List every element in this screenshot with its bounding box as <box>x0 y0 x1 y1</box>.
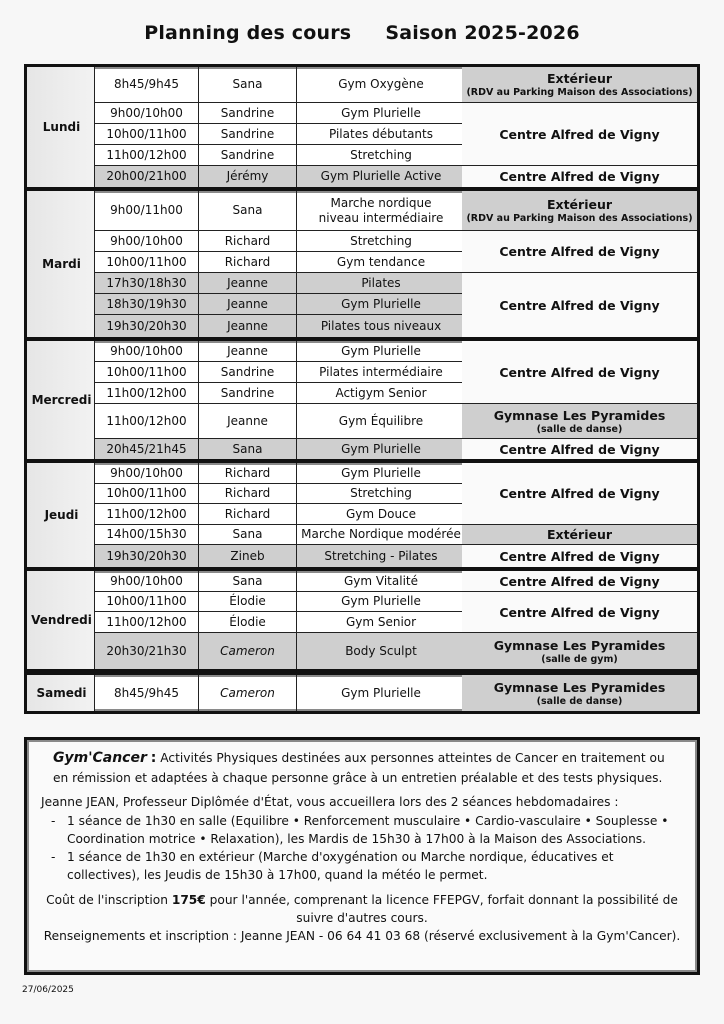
teacher-cell: Jeanne <box>199 273 297 294</box>
time-cell: 11h00/12h00 <box>95 404 199 439</box>
course-line: niveau intermédiaire <box>318 210 444 225</box>
session-item: - 1 séance de 1h30 en extérieur (Marche d'oxygénation ou Marche nordique, éducatives et collectives), les Jeudis de 15h30 à 17h00, quand la météo le permet. <box>41 848 683 885</box>
course-cell: Gym Plurielle <box>297 675 466 711</box>
time-cell: 9h00/10h00 <box>95 341 199 362</box>
teacher-cell: Jérémy <box>199 166 297 187</box>
teacher-cell: Sandrine <box>199 145 297 166</box>
day-label: Samedi <box>27 675 95 711</box>
location-name: Centre Alfred de Vigny <box>499 441 660 457</box>
session-list <box>41 812 683 885</box>
course-cell: Gym Oxygène <box>297 67 466 103</box>
course-cell: Gym Plurielle <box>297 341 466 362</box>
session-item: - 1 séance de 1h30 en salle (Equilibre • Renforcement musculaire • Cardio-vasculaire • Souplesse • Coordination motrice • Relaxation), les Mardis de 15h30 à 17h00 à la Maison des Associations. <box>41 812 683 849</box>
day-group-mercredi <box>24 338 700 462</box>
course-cell: Gym Équilibre <box>297 404 466 439</box>
location-name: Centre Alfred de Vigny <box>499 126 660 142</box>
title-text: Planning des cours <box>144 22 352 44</box>
course-cell: Gym Douce <box>297 504 466 525</box>
location-cell <box>462 273 697 337</box>
time-cell: 19h30/20h30 <box>95 545 199 567</box>
location-cell <box>462 633 697 669</box>
course-cell: Stretching <box>297 145 466 166</box>
location-name: Centre Alfred de Vigny <box>499 548 660 564</box>
teacher-cell: Sandrine <box>199 124 297 145</box>
location-name: Gymnase Les Pyramides <box>493 407 666 423</box>
contact-paragraph: Renseignements et inscription : Jeanne JEAN - 06 64 41 03 68 (réservé exclusivement à la Gym'Cancer). <box>43 929 681 944</box>
course-cell: Stretching - Pilates <box>297 545 466 567</box>
page-title <box>0 22 724 44</box>
time-cell: 18h30/19h30 <box>95 294 199 315</box>
teacher-cell: Sana <box>199 439 297 459</box>
course-cell: Stretching <box>297 231 466 252</box>
course-cell: Gym tendance <box>297 252 466 273</box>
time-cell: 9h00/10h00 <box>95 231 199 252</box>
teacher-cell: Jeanne <box>199 294 297 315</box>
teacher-cell: Sana <box>199 571 297 592</box>
location-sub: (RDV au Parking Maison des Associations) <box>466 213 693 224</box>
time-cell: 10h00/11h00 <box>95 484 199 504</box>
teacher-cell: Élodie <box>199 612 297 633</box>
location-cell <box>462 675 697 711</box>
location-sub: (salle de danse) <box>536 695 623 707</box>
location-cell <box>462 439 697 459</box>
teacher-cell: Sandrine <box>199 383 297 404</box>
teacher-cell: Richard <box>199 252 297 273</box>
course-cell: Gym Senior <box>297 612 466 633</box>
teacher-line: Jeanne JEAN, Professeur Diplômée d'État, vous accueillera lors des 2 séances hebdomadaires : <box>41 795 619 810</box>
location-name: Extérieur <box>546 71 613 86</box>
time-cell: 11h00/12h00 <box>95 504 199 525</box>
course-cell: Gym Plurielle <box>297 592 466 612</box>
time-cell: 19h30/20h30 <box>95 315 199 337</box>
time-cell: 10h00/11h00 <box>95 252 199 273</box>
teacher-cell: Jeanne <box>199 341 297 362</box>
course-cell: Pilates <box>297 273 466 294</box>
location-name: Centre Alfred de Vigny <box>499 604 660 620</box>
teacher-cell: Sana <box>199 191 297 231</box>
location-name: Centre Alfred de Vigny <box>499 573 660 589</box>
document-date: 27/06/2025 <box>22 985 74 995</box>
location-cell <box>462 166 697 187</box>
day-group-lundi <box>24 64 700 190</box>
location-cell <box>462 404 697 439</box>
cost-suffix: pour l'année, comprenant la licence FFEPGV, forfait donnant la possibilité de suivre d'autres cours. <box>205 892 678 926</box>
location-cell <box>462 592 697 633</box>
location-cell <box>462 341 697 404</box>
location-name: Centre Alfred de Vigny <box>499 364 660 380</box>
course-cell: Gym Plurielle Active <box>297 166 466 187</box>
day-group-vendredi <box>24 568 700 672</box>
time-cell: 11h00/12h00 <box>95 383 199 404</box>
time-cell: 10h00/11h00 <box>95 592 199 612</box>
day-label: Mardi <box>27 191 95 337</box>
location-name: Centre Alfred de Vigny <box>499 244 660 259</box>
teacher-cell: Zineb <box>199 545 297 567</box>
season-text: Saison 2025-2026 <box>385 22 580 44</box>
teacher-cell: Richard <box>199 484 297 504</box>
cost-prefix: Coût de l'inscription <box>46 892 172 907</box>
day-group-jeudi <box>24 460 700 570</box>
course-line: Marche nordique <box>330 195 432 210</box>
intro-text: Activités Physiques destinées aux personnes atteintes de Cancer en traitement ou en rémission et adaptées à chaque personne grâce à un entretien préalable et des tests physiques. <box>53 751 665 785</box>
course-cell: Gym Vitalité <box>297 571 466 592</box>
time-cell: 20h00/21h00 <box>95 166 199 187</box>
time-cell: 10h00/11h00 <box>95 362 199 383</box>
time-cell: 8h45/9h45 <box>95 67 199 103</box>
day-group-samedi <box>24 672 700 714</box>
course-cell: Body Sculpt <box>297 633 466 669</box>
location-name: Extérieur <box>546 527 613 542</box>
cost-paragraph <box>41 891 683 928</box>
day-label: Mercredi <box>27 341 95 459</box>
teacher-cell: Sana <box>199 67 297 103</box>
brand-name: Gym'Cancer <box>53 750 147 766</box>
location-name: Gymnase Les Pyramides <box>493 637 666 653</box>
intro-paragraph <box>41 748 683 787</box>
location-name: Centre Alfred de Vigny <box>499 297 660 313</box>
location-cell <box>462 67 697 103</box>
location-sub: (RDV au Parking Maison des Associations) <box>466 87 693 98</box>
time-cell: 17h30/18h30 <box>95 273 199 294</box>
teacher-cell: Sandrine <box>199 103 297 124</box>
location-cell <box>462 525 697 545</box>
location-cell <box>462 463 697 525</box>
time-cell: 14h00/15h30 <box>95 525 199 545</box>
time-cell: 20h30/21h30 <box>95 633 199 669</box>
day-label: Lundi <box>27 67 95 187</box>
time-cell: 9h00/10h00 <box>95 463 199 484</box>
location-cell <box>462 571 697 592</box>
location-sub: (salle de gym) <box>541 653 618 665</box>
time-cell: 10h00/11h00 <box>95 124 199 145</box>
course-cell: Gym Plurielle <box>297 294 466 315</box>
location-name: Centre Alfred de Vigny <box>499 169 660 184</box>
location-name: Extérieur <box>546 197 613 212</box>
time-cell: 9h00/10h00 <box>95 571 199 592</box>
cost-amount: 175€ <box>171 892 206 907</box>
course-cell: Pilates intermédiaire <box>297 362 466 383</box>
course-cell: Gym Plurielle <box>297 439 466 459</box>
time-cell: 11h00/12h00 <box>95 612 199 633</box>
teacher-cell: Sandrine <box>199 362 297 383</box>
location-cell <box>462 103 697 166</box>
day-group-mardi <box>24 188 700 340</box>
course-cell: Pilates tous niveaux <box>297 315 466 337</box>
brand-colon: : <box>150 750 157 766</box>
teacher-cell: Cameron <box>199 675 297 711</box>
teacher-cell: Richard <box>199 231 297 252</box>
location-name: Centre Alfred de Vigny <box>499 486 660 501</box>
teacher-cell: Élodie <box>199 592 297 612</box>
time-cell: 11h00/12h00 <box>95 145 199 166</box>
time-cell: 8h45/9h45 <box>95 675 199 711</box>
location-cell <box>462 191 697 231</box>
location-cell <box>462 545 697 567</box>
time-cell: 9h00/11h00 <box>95 191 199 231</box>
location-sub: (salle de danse) <box>536 423 623 435</box>
gym-cancer-info-box <box>24 737 700 975</box>
teacher-cell: Sana <box>199 525 297 545</box>
location-cell <box>462 231 697 273</box>
course-cell: Pilates débutants <box>297 124 466 145</box>
time-cell: 9h00/10h00 <box>95 103 199 124</box>
teacher-cell: Jeanne <box>199 315 297 337</box>
course-cell: Actigym Senior <box>297 383 466 404</box>
course-cell: Gym Plurielle <box>297 463 466 484</box>
location-name: Gymnase Les Pyramides <box>493 679 666 695</box>
course-cell: Marche Nordique modérée <box>297 525 466 545</box>
teacher-cell: Richard <box>199 463 297 484</box>
teacher-cell: Cameron <box>199 633 297 669</box>
teacher-cell: Richard <box>199 504 297 525</box>
time-cell: 20h45/21h45 <box>95 439 199 459</box>
course-cell: Gym Plurielle <box>297 103 466 124</box>
day-label: Jeudi <box>27 463 95 567</box>
day-label: Vendredi <box>27 571 95 669</box>
course-cell <box>297 191 466 231</box>
teacher-cell: Jeanne <box>199 404 297 439</box>
course-cell: Stretching <box>297 484 466 504</box>
